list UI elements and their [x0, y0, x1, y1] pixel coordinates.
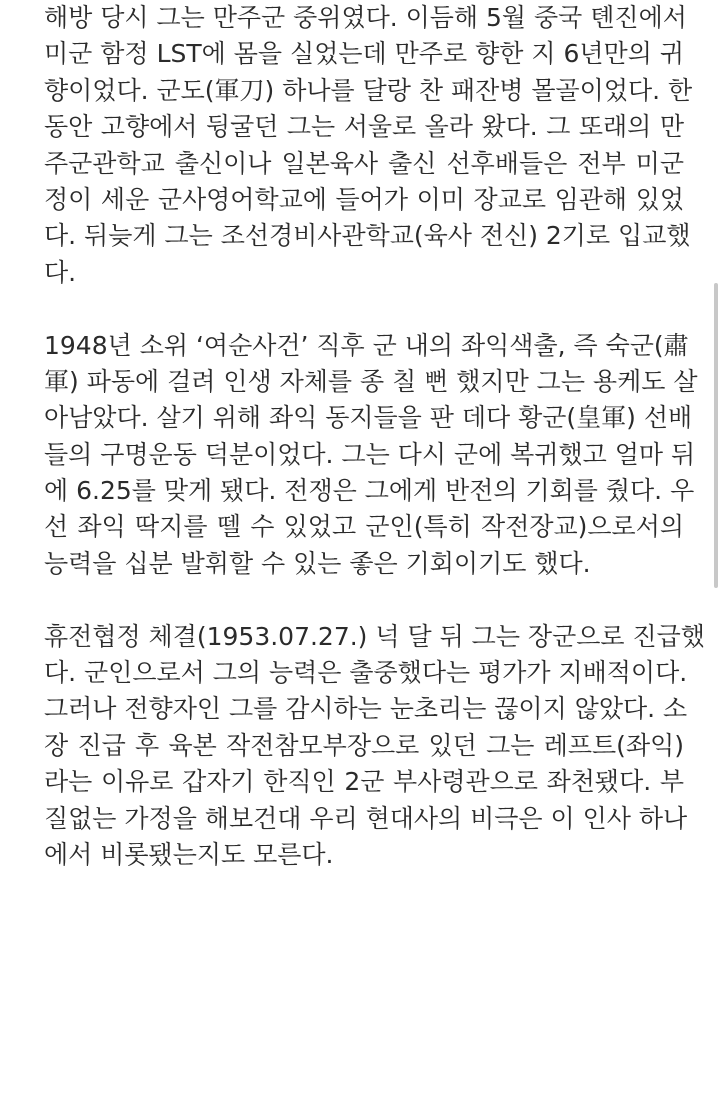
text-line: 정이 세운 군사영어학교에 들어가 이미 장교로 임관해 있었 — [44, 184, 684, 214]
text-line: 주군관학교 출신이나 일본육사 출신 선후배들은 전부 미군 — [44, 148, 684, 178]
text-line: 그러나 전향자인 그를 감시하는 눈초리는 끊이지 않았다. 소 — [44, 694, 688, 724]
text-line: 1948년 소위 ‘여순사건’ 직후 군 내의 좌익색출, 즉 숙군(肅 — [44, 330, 689, 360]
scrollbar-thumb[interactable] — [714, 283, 718, 588]
text-line: 휴전협정 체결(1953.07.27.) 넉 달 뒤 그는 장군으로 진급했 — [44, 621, 705, 651]
text-line: 다. — [44, 257, 77, 287]
paragraph-3 — [44, 619, 705, 874]
text-line: 軍) 파동에 걸려 인생 자체를 종 칠 뻔 했지만 그는 용케도 살 — [44, 366, 698, 396]
text-line: 동안 고향에서 뒹굴던 그는 서울로 올라 왔다. 그 또래의 만 — [44, 112, 684, 142]
text-line: 장 진급 후 육본 작전참모부장으로 있던 그는 레프트(좌익) — [44, 730, 684, 760]
text-line: 해방 당시 그는 만주군 중위였다. 이듬해 5월 중국 톈진에서 — [44, 3, 687, 32]
text-line: 에서 비롯됐는지도 모른다. — [44, 839, 334, 869]
article-body — [44, 0, 705, 873]
text-line: 능력을 십분 발휘할 수 있는 좋은 기회이기도 했다. — [44, 548, 591, 578]
text-line: 들의 구명운동 덕분이었다. 그는 다시 군에 복귀했고 얼마 뒤 — [44, 439, 696, 469]
text-line: 아남았다. 살기 위해 좌익 동지들을 판 데다 황군(皇軍) 선배 — [44, 403, 693, 433]
text-line: 에 6.25를 맞게 됐다. 전쟁은 그에게 반전의 기회를 줬다. 우 — [44, 476, 695, 506]
text-line: 질없는 가정을 해보건대 우리 현대사의 비극은 이 인사 하나 — [44, 803, 688, 833]
text-line: 향이었다. 군도(軍刀) 하나를 달랑 찬 패잔병 몰골이었다. 한 — [44, 75, 693, 105]
text-line: 다. 군인으로서 그의 능력은 출중했다는 평가가 지배적이다. — [44, 658, 688, 688]
paragraph-2 — [44, 328, 698, 583]
paragraph-gap — [44, 291, 684, 327]
paragraph-1 — [44, 0, 693, 291]
text-line: 선 좌익 딱지를 뗄 수 있었고 군인(특히 작전장교)으로서의 — [44, 512, 684, 542]
text-line: 미군 함정 LST에 몸을 실었는데 만주로 향한 지 6년만의 귀 — [44, 39, 684, 69]
text-line: 다. 뒤늦게 그는 조선경비사관학교(육사 전신) 2기로 입교했 — [44, 221, 691, 251]
text-line: 라는 이유로 갑자기 한직인 2군 부사령관으로 좌천됐다. 부 — [44, 767, 684, 797]
paragraph-gap — [44, 582, 684, 618]
